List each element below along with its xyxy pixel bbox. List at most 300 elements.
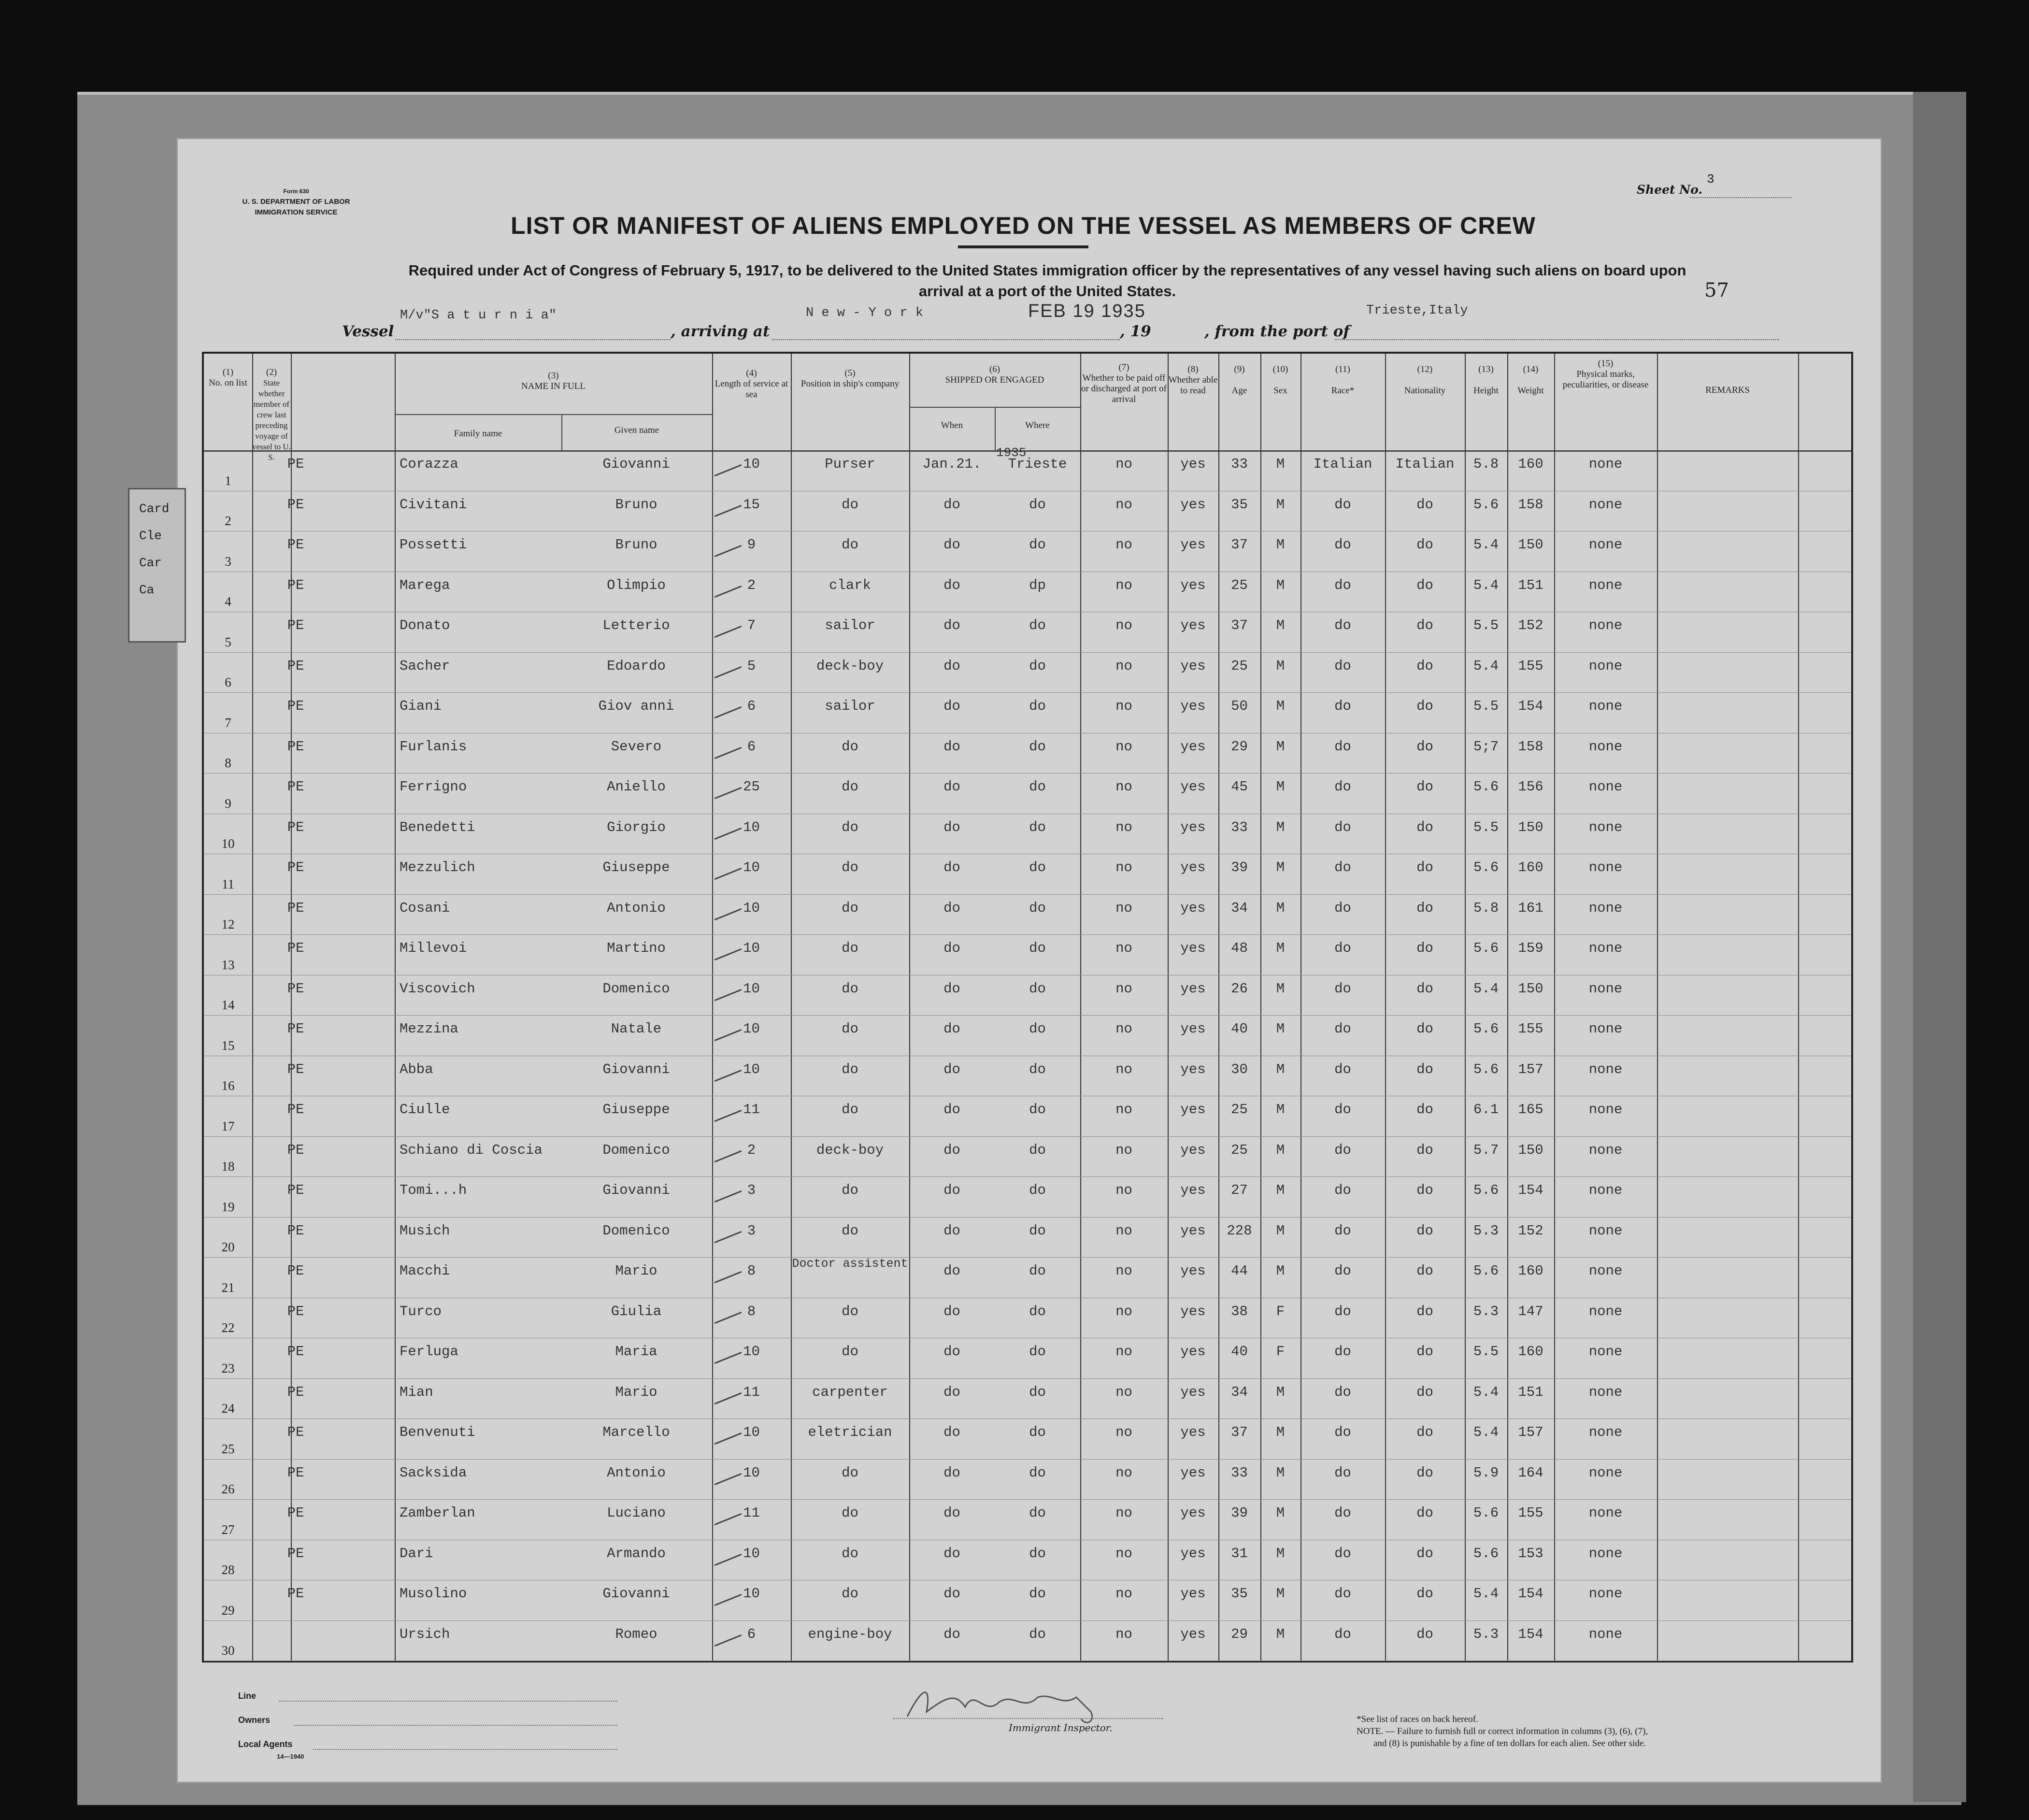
- row-rule: [204, 652, 1851, 653]
- weight-cell: 154: [1518, 1586, 1543, 1602]
- row-number: 3: [225, 554, 231, 569]
- shipped-when-cell: do: [943, 779, 960, 795]
- physical-marks-cell: none: [1588, 1344, 1623, 1360]
- previous-voyage-cell: PE: [287, 617, 304, 633]
- given-name-cell: Romeo: [615, 1626, 657, 1642]
- physical-marks-cell: none: [1588, 779, 1623, 795]
- given-name-cell: Giorgio: [607, 819, 666, 835]
- family-name-cell: Zamberlan: [400, 1505, 475, 1521]
- paid-off-cell: no: [1115, 900, 1132, 916]
- paid-off-cell: no: [1115, 1424, 1132, 1440]
- age-cell: 29: [1231, 738, 1248, 755]
- row-rule: [204, 773, 1851, 774]
- family-name-cell: Millevoi: [400, 940, 467, 956]
- race-cell: do: [1334, 1384, 1351, 1400]
- family-name-cell: Marega: [400, 577, 450, 593]
- position-cell: do: [842, 1303, 858, 1319]
- able-to-read-cell: yes: [1180, 537, 1206, 553]
- height-cell: 5.5: [1473, 819, 1499, 835]
- line-rule: [279, 1701, 617, 1702]
- physical-marks-cell: none: [1588, 900, 1623, 916]
- when-header: When: [941, 420, 963, 430]
- row-number: 27: [221, 1522, 235, 1537]
- nationality-cell: do: [1416, 1142, 1433, 1158]
- family-name-cell: Ursich: [400, 1626, 450, 1642]
- nationality-cell: do: [1416, 1222, 1433, 1239]
- form-code: 14—1940: [277, 1753, 304, 1760]
- height-cell: 5.6: [1473, 1545, 1499, 1562]
- family-name-cell: Ferluga: [400, 1344, 458, 1360]
- able-to-read-cell: yes: [1180, 1344, 1206, 1360]
- col11-number: (11): [1335, 364, 1350, 374]
- col-divider: [1657, 354, 1658, 1661]
- family-name-cell: Mian: [400, 1384, 433, 1400]
- race-cell: do: [1334, 860, 1351, 875]
- row-rule: [204, 1217, 1851, 1218]
- position-cell: sailor: [825, 617, 875, 633]
- family-name-cell: Dari: [400, 1545, 433, 1562]
- shipped-where-cell: do: [1029, 617, 1046, 633]
- service-length-cell: 10: [743, 1464, 760, 1481]
- previous-voyage-cell: PE: [287, 738, 304, 755]
- height-cell: 5.4: [1473, 1424, 1499, 1440]
- owners-rule: [294, 1725, 617, 1726]
- col8-title: Whether able to read: [1168, 375, 1218, 396]
- given-name-header: Given name: [614, 425, 659, 435]
- col10-title: Sex: [1273, 386, 1287, 396]
- able-to-read-cell: yes: [1180, 1182, 1206, 1198]
- owners-label: Owners: [238, 1715, 271, 1725]
- height-cell: 6.1: [1473, 1102, 1499, 1118]
- col12-number: (12): [1417, 364, 1433, 374]
- able-to-read-cell: yes: [1180, 738, 1206, 755]
- physical-marks-cell: none: [1588, 1102, 1623, 1118]
- from-port-label: , from the port of: [1204, 323, 1350, 340]
- tab-lettering: Card: [139, 502, 170, 516]
- paid-off-cell: no: [1115, 738, 1132, 755]
- previous-voyage-cell: PE: [287, 819, 304, 835]
- position-cell: Doctor assistent: [792, 1257, 908, 1271]
- family-name-cell: Abba: [400, 1061, 433, 1077]
- nationality-cell: do: [1416, 1586, 1433, 1602]
- nationality-cell: do: [1416, 1344, 1433, 1360]
- col7-title: Whether to be paid off or discharged at port of arrival: [1081, 373, 1167, 404]
- agents-label: Local Agents: [238, 1739, 293, 1749]
- col4-title: Length of service at sea: [714, 379, 788, 400]
- age-cell: 33: [1231, 456, 1248, 472]
- race-cell: do: [1334, 1626, 1351, 1642]
- family-name-cell: Tomi...h: [400, 1182, 467, 1198]
- race-cell: do: [1334, 980, 1351, 997]
- sex-cell: M: [1276, 577, 1285, 593]
- position-cell: sailor: [825, 698, 875, 714]
- nationality-cell: do: [1416, 698, 1433, 714]
- paid-off-cell: no: [1115, 537, 1132, 553]
- given-name-cell: Armando: [607, 1545, 666, 1562]
- col12-title: Nationality: [1404, 386, 1446, 396]
- service-length-cell: 2: [747, 577, 756, 593]
- shipped-when-cell: do: [943, 1142, 960, 1158]
- shipped-when-cell: do: [943, 1545, 960, 1562]
- year-prefix: , 19: [1120, 323, 1151, 340]
- col8-header: [1168, 364, 1218, 396]
- previous-voyage-cell: PE: [287, 1263, 304, 1279]
- age-cell: 33: [1231, 819, 1248, 835]
- previous-voyage-cell: PE: [287, 1424, 304, 1440]
- sex-cell: M: [1276, 1021, 1285, 1037]
- shipped-where-cell: Trieste: [1008, 456, 1067, 472]
- physical-marks-cell: none: [1588, 698, 1623, 714]
- able-to-read-cell: yes: [1180, 980, 1206, 997]
- col1-number: (1): [222, 367, 234, 377]
- paid-off-cell: no: [1115, 1182, 1132, 1198]
- row-number: 7: [225, 715, 231, 730]
- paid-off-cell: no: [1115, 1263, 1132, 1279]
- race-cell: do: [1334, 1021, 1351, 1037]
- paid-off-cell: no: [1115, 860, 1132, 875]
- height-cell: 5.5: [1473, 1344, 1499, 1360]
- row-rule: [204, 1257, 1851, 1258]
- previous-voyage-cell: PE: [287, 1222, 304, 1239]
- given-name-cell: Natale: [611, 1021, 662, 1037]
- arriving-port: N e w - Y o r k: [806, 306, 924, 320]
- age-cell: 37: [1231, 617, 1248, 633]
- shipped-where-cell: do: [1029, 1464, 1046, 1481]
- sex-cell: M: [1276, 1102, 1285, 1118]
- age-cell: 35: [1231, 496, 1248, 513]
- row-rule: [204, 1459, 1851, 1460]
- previous-voyage-cell: PE: [287, 496, 304, 513]
- sex-cell: M: [1276, 940, 1285, 956]
- row-number: 15: [221, 1038, 235, 1053]
- family-name-cell: Sacher: [400, 658, 450, 674]
- position-cell: do: [842, 779, 858, 795]
- weight-cell: 156: [1518, 779, 1543, 795]
- row-rule: [204, 1499, 1851, 1500]
- manifest-sheet: [176, 138, 1882, 1783]
- weight-cell: 158: [1518, 738, 1543, 755]
- col9-title: Age: [1231, 386, 1247, 396]
- col15-header: [1554, 358, 1657, 390]
- able-to-read-cell: yes: [1180, 1505, 1206, 1521]
- weight-cell: 160: [1518, 1344, 1543, 1360]
- paid-off-cell: no: [1115, 940, 1132, 956]
- family-name-cell: Furlanis: [400, 738, 467, 755]
- height-cell: 5.6: [1473, 1061, 1499, 1077]
- arriving-rule: [772, 338, 1120, 340]
- races-note: *See list of races on back hereof.: [1357, 1714, 1478, 1724]
- given-name-cell: Luciano: [607, 1505, 666, 1521]
- able-to-read-cell: yes: [1180, 1626, 1206, 1642]
- weight-cell: 160: [1518, 456, 1543, 472]
- height-cell: 5.4: [1473, 537, 1499, 553]
- age-cell: 40: [1231, 1021, 1248, 1037]
- position-cell: do: [842, 900, 858, 916]
- nationality-cell: do: [1416, 1021, 1433, 1037]
- name-subrule: [395, 414, 712, 415]
- service-length-cell: 3: [747, 1182, 756, 1198]
- physical-marks-cell: none: [1588, 1263, 1623, 1279]
- family-name-cell: Possetti: [400, 537, 467, 553]
- position-cell: do: [842, 940, 858, 956]
- shipped-when-cell: do: [943, 1102, 960, 1118]
- sex-cell: M: [1276, 1263, 1285, 1279]
- weight-cell: 154: [1518, 1626, 1543, 1642]
- fine-note: NOTE. — Failure to furnish full or correct information in columns (3), (6), (7),: [1357, 1726, 1648, 1736]
- position-cell: do: [842, 1586, 858, 1602]
- given-name-cell: Maria: [615, 1344, 657, 1360]
- race-cell: do: [1334, 1303, 1351, 1319]
- where-header: Where: [1025, 420, 1050, 430]
- weight-cell: 155: [1518, 658, 1543, 674]
- row-number: 12: [221, 917, 235, 931]
- weight-cell: 151: [1518, 1384, 1543, 1400]
- col9-header: [1218, 364, 1260, 396]
- shipped-when-cell: do: [943, 1061, 960, 1077]
- position-cell: do: [842, 1464, 858, 1481]
- sex-cell: F: [1276, 1344, 1285, 1360]
- sex-cell: M: [1276, 1061, 1285, 1077]
- row-number: 8: [225, 756, 231, 770]
- row-rule: [204, 934, 1851, 935]
- sheet-label: Sheet No.: [1637, 183, 1703, 197]
- physical-marks-cell: none: [1588, 819, 1623, 835]
- row-number: 14: [221, 998, 235, 1012]
- sex-cell: M: [1276, 738, 1285, 755]
- physical-marks-cell: none: [1588, 1303, 1623, 1319]
- weight-cell: 150: [1518, 537, 1543, 553]
- row-number: 22: [221, 1320, 235, 1335]
- given-name-cell: Giovanni: [602, 1061, 670, 1077]
- shipped-when-cell: do: [943, 1222, 960, 1239]
- able-to-read-cell: yes: [1180, 1061, 1206, 1077]
- col2-title: State whether member of crew last preceding voyage of vessel to U. S.: [252, 378, 291, 462]
- age-cell: 39: [1231, 860, 1248, 875]
- given-name-cell: Mario: [615, 1384, 657, 1400]
- previous-voyage-cell: PE: [287, 1061, 304, 1077]
- sex-cell: M: [1276, 698, 1285, 714]
- weight-cell: 152: [1518, 1222, 1543, 1239]
- family-name-cell: Schiano di Coscia: [400, 1142, 543, 1158]
- weight-cell: 157: [1518, 1424, 1543, 1440]
- row-number: 21: [221, 1280, 235, 1295]
- paid-off-cell: no: [1115, 819, 1132, 835]
- col1-title: No. on list: [209, 378, 247, 388]
- service-length-cell: 10: [743, 456, 760, 472]
- shipped-when-cell: Jan.21.: [922, 456, 982, 472]
- service-length-cell: 11: [743, 1102, 760, 1118]
- able-to-read-cell: yes: [1180, 1021, 1206, 1037]
- position-cell: do: [842, 1102, 858, 1118]
- arriving-label: , arriving at: [671, 323, 770, 340]
- shipped-where-cell: do: [1029, 1142, 1046, 1158]
- col3-header: [395, 371, 712, 392]
- age-cell: 37: [1231, 537, 1248, 553]
- nationality-cell: do: [1416, 980, 1433, 997]
- remarks-header: REMARKS: [1705, 385, 1750, 395]
- weight-cell: 159: [1518, 940, 1543, 956]
- family-name-cell: Corazza: [400, 456, 458, 472]
- able-to-read-cell: yes: [1180, 779, 1206, 795]
- shipped-when-cell: do: [943, 1586, 960, 1602]
- inspector-label: Immigrant Inspector.: [1009, 1722, 1113, 1734]
- age-cell: 38: [1231, 1303, 1248, 1319]
- vessel-name: M/v"S a t u r n i a": [400, 308, 557, 323]
- race-cell: do: [1334, 819, 1351, 835]
- paid-off-cell: no: [1115, 1586, 1132, 1602]
- race-cell: do: [1334, 1505, 1351, 1521]
- row-number: 4: [225, 594, 231, 609]
- vessel-label: Vessel: [342, 323, 394, 340]
- given-name-cell: Antonio: [607, 900, 666, 916]
- shipped-when-cell: do: [943, 617, 960, 633]
- previous-voyage-cell: PE: [287, 456, 304, 472]
- shipped-when-cell: do: [943, 1626, 960, 1642]
- service-length-cell: 10: [743, 1545, 760, 1562]
- signature-rule: [893, 1718, 1163, 1719]
- shipped-when-cell: do: [943, 860, 960, 875]
- line-label: Line: [238, 1691, 257, 1701]
- col11-title: Race*: [1331, 386, 1355, 396]
- race-cell: do: [1334, 1424, 1351, 1440]
- position-cell: do: [842, 1061, 858, 1077]
- weight-cell: 155: [1518, 1021, 1543, 1037]
- shipped-where-cell: do: [1029, 1384, 1046, 1400]
- service-length-cell: 5: [747, 658, 756, 674]
- paid-off-cell: no: [1115, 980, 1132, 997]
- col4-number: (4): [746, 368, 757, 378]
- service-length-cell: 11: [743, 1384, 760, 1400]
- col7-number: (7): [1118, 362, 1129, 373]
- height-cell: 5.8: [1473, 900, 1499, 916]
- row-rule: [204, 1378, 1851, 1379]
- nationality-cell: do: [1416, 658, 1433, 674]
- able-to-read-cell: yes: [1180, 1303, 1206, 1319]
- service-length-cell: 10: [743, 819, 760, 835]
- age-cell: 37: [1231, 1424, 1248, 1440]
- race-cell: do: [1334, 1222, 1351, 1239]
- nationality-cell: do: [1416, 779, 1433, 795]
- previous-voyage-cell: PE: [287, 1303, 304, 1319]
- weight-cell: 151: [1518, 577, 1543, 593]
- sex-cell: M: [1276, 980, 1285, 997]
- row-rule: [204, 1620, 1851, 1621]
- row-number: 6: [225, 675, 231, 689]
- sex-cell: M: [1276, 860, 1285, 875]
- previous-voyage-cell: PE: [287, 1182, 304, 1198]
- previous-voyage-cell: PE: [287, 779, 304, 795]
- sex-cell: M: [1276, 1505, 1285, 1521]
- service-length-cell: 9: [747, 537, 756, 553]
- age-cell: 31: [1231, 1545, 1248, 1562]
- year-annotation: 1935: [996, 445, 1027, 460]
- height-cell: 5.7: [1473, 1142, 1499, 1158]
- able-to-read-cell: yes: [1180, 1424, 1206, 1440]
- physical-marks-cell: none: [1588, 1626, 1623, 1642]
- able-to-read-cell: yes: [1180, 1222, 1206, 1239]
- physical-marks-cell: none: [1588, 537, 1623, 553]
- shipped-when-cell: do: [943, 900, 960, 916]
- age-cell: 40: [1231, 1344, 1248, 1360]
- row-rule: [204, 1136, 1851, 1137]
- height-cell: 5.3: [1473, 1222, 1499, 1239]
- sex-cell: M: [1276, 1182, 1285, 1198]
- paid-off-cell: no: [1115, 456, 1132, 472]
- position-cell: do: [842, 1222, 858, 1239]
- height-cell: 5.4: [1473, 1586, 1499, 1602]
- subtitle-line: arrival at a port of the United States.: [918, 283, 1176, 300]
- col13-header: [1465, 364, 1507, 396]
- previous-voyage-cell: PE: [287, 698, 304, 714]
- position-cell: do: [842, 980, 858, 997]
- race-cell: do: [1334, 1545, 1351, 1562]
- family-name-cell: Giani: [400, 698, 442, 714]
- nationality-cell: do: [1416, 577, 1433, 593]
- row-rule: [204, 894, 1851, 895]
- from-port: Trieste,Italy: [1366, 303, 1468, 318]
- shipped-when-cell: do: [943, 819, 960, 835]
- col13-number: (13): [1478, 364, 1494, 374]
- family-name-cell: Benedetti: [400, 819, 475, 835]
- col14-header: [1507, 364, 1554, 396]
- weight-cell: 160: [1518, 1263, 1543, 1279]
- nationality-cell: do: [1416, 819, 1433, 835]
- shipped-when-cell: do: [943, 1464, 960, 1481]
- tab-lettering: Ca: [139, 583, 155, 597]
- department-name: U. S. DEPARTMENT OF LABOR: [242, 198, 350, 206]
- sex-cell: M: [1276, 537, 1285, 553]
- sheet-rule: [1690, 197, 1791, 198]
- row-number: 19: [221, 1199, 235, 1214]
- position-cell: do: [842, 1344, 858, 1360]
- service-length-cell: 10: [743, 860, 760, 875]
- shipped-where-cell: do: [1029, 496, 1046, 513]
- subtitle: [250, 260, 1844, 301]
- shipped-when-cell: do: [943, 537, 960, 553]
- shipped-when-cell: do: [943, 658, 960, 674]
- row-number: 2: [225, 514, 231, 528]
- shipped-where-cell: do: [1029, 1424, 1046, 1440]
- physical-marks-cell: none: [1588, 1424, 1623, 1440]
- row-number: 1: [225, 473, 231, 488]
- shipped-when-cell: do: [943, 1424, 960, 1440]
- able-to-read-cell: yes: [1180, 940, 1206, 956]
- col10-header: [1260, 364, 1300, 396]
- shipped-where-cell: do: [1029, 1263, 1046, 1279]
- physical-marks-cell: none: [1588, 980, 1623, 997]
- previous-voyage-cell: PE: [287, 860, 304, 875]
- shipped-when-cell: do: [943, 1263, 960, 1279]
- col11-header: [1300, 364, 1385, 396]
- previous-voyage-cell: PE: [287, 1505, 304, 1521]
- race-cell: do: [1334, 1142, 1351, 1158]
- nationality-cell: Italian: [1395, 456, 1455, 472]
- able-to-read-cell: yes: [1180, 698, 1206, 714]
- physical-marks-cell: none: [1588, 1142, 1623, 1158]
- family-name-cell: Macchi: [400, 1263, 450, 1279]
- service-length-cell: 10: [743, 900, 760, 916]
- service-length-cell: 3: [747, 1222, 756, 1239]
- nationality-cell: do: [1416, 940, 1433, 956]
- col10-number: (10): [1272, 364, 1288, 374]
- physical-marks-cell: none: [1588, 658, 1623, 674]
- shipped-where-cell: do: [1029, 1344, 1046, 1360]
- nationality-cell: do: [1416, 1182, 1433, 1198]
- col14-title: Weight: [1517, 386, 1544, 396]
- weight-cell: 160: [1518, 860, 1543, 875]
- col15-number: (15): [1598, 358, 1614, 369]
- nationality-cell: do: [1416, 1626, 1433, 1642]
